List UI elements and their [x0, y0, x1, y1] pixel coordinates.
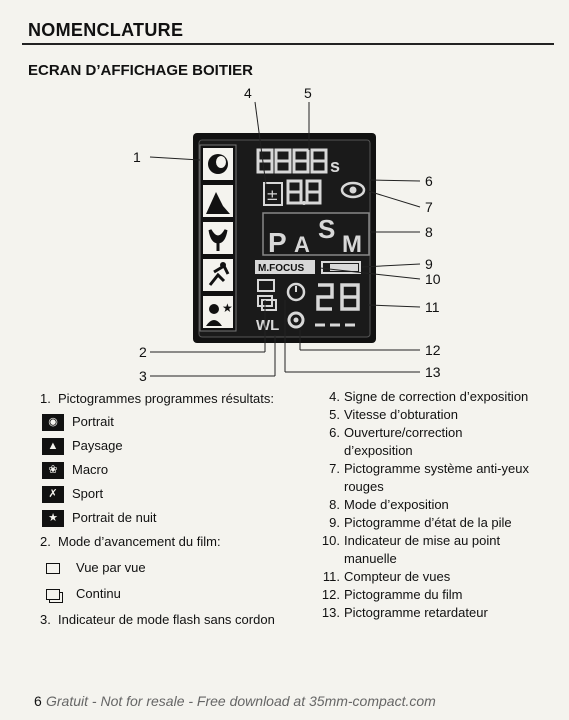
svg-text:±: ± — [266, 186, 279, 204]
right-legend: 4. Signe de correction d’exposition 5. Vitesse d’obturation 6. Ouverture/correction d’exposition 7. Pictogramme système anti-yeux rouges 8. Mode d’exposition 9. Pictogramme d’état de la pile 10. Indicateur de mise au point manuelle 11. Compteur de vues 12. Pictogramme du film 13. Pictogramme retardateur — [321, 389, 529, 620]
left-legend: 1. Pictogrammes programmes résultats: ◉ Portrait ▲ Paysage ❀ Macro ✗ Sport ★ Portrait de nuit 2. Mode d’avancement du film: Vue par vue Continu 3. Indicateur de mode flash sans cordon — [40, 391, 275, 627]
landscape-icon: ▲ — [42, 438, 64, 455]
legend-item-2: Mode d’avancement du film: — [58, 534, 221, 549]
callout-13: 13 — [425, 364, 441, 380]
legend-item-12: Pictogramme du film — [344, 587, 463, 602]
legend-item-11: Compteur de vues — [344, 569, 451, 584]
sport-icon: ✗ — [42, 486, 64, 503]
legend-item-13: Pictogramme retardateur — [344, 605, 488, 620]
lcd-shutter-unit: s — [330, 156, 341, 176]
legend-item-1: Pictogrammes programmes résultats: — [58, 391, 275, 406]
single-frame-icon — [46, 563, 60, 574]
callout-5: 5 — [304, 85, 312, 101]
lcd-program-icons — [203, 148, 233, 328]
callout-12: 12 — [425, 342, 441, 358]
wireless-flash-indicator: WL — [256, 317, 280, 334]
page-number: 6 — [34, 693, 42, 709]
watermark: Gratuit - Not for resale - Free download at 35mm-compact.com — [46, 693, 436, 709]
svg-text:M.FOCUS: M.FOCUS — [258, 263, 305, 274]
svg-text:★: ★ — [222, 301, 233, 315]
callout-1: 1 — [133, 149, 141, 165]
mode-m: M — [342, 231, 362, 258]
continuous-icon — [46, 589, 60, 600]
legend-item-10: Indicateur de mise au point — [344, 533, 501, 548]
section-title: ECRAN D’AFFICHAGE BOITIER — [28, 62, 253, 79]
legend-item-3: Indicateur de mode flash sans cordon — [58, 612, 275, 627]
callout-4: 4 — [244, 85, 252, 101]
page-title: NOMENCLATURE — [28, 20, 184, 40]
portrait-icon: ◉ — [42, 414, 64, 431]
callout-3: 3 — [139, 368, 147, 384]
mode-a: A — [294, 232, 310, 257]
callout-6: 6 — [425, 173, 433, 189]
legend-item-8: Mode d’exposition — [344, 497, 449, 512]
mode-s: S — [318, 214, 336, 244]
legend-item-4: Signe de correction d’exposition — [344, 389, 529, 404]
callout-2: 2 — [139, 344, 147, 360]
callout-7: 7 — [425, 199, 433, 215]
macro-icon: ❀ — [42, 462, 64, 479]
mode-p: P — [268, 227, 287, 258]
callout-8: 8 — [425, 224, 433, 240]
legend-item-6: Ouverture/correction — [344, 425, 463, 440]
callout-11: 11 — [425, 299, 440, 315]
legend-item-5: Vitesse d’obturation — [344, 407, 458, 422]
callout-10: 10 — [425, 271, 441, 287]
night-portrait-icon: ★ — [42, 510, 64, 527]
legend-item-7: Pictogramme système anti-yeux — [344, 461, 529, 476]
legend-item-9: Pictogramme d’état de la pile — [344, 515, 512, 530]
callout-9: 9 — [425, 256, 433, 272]
